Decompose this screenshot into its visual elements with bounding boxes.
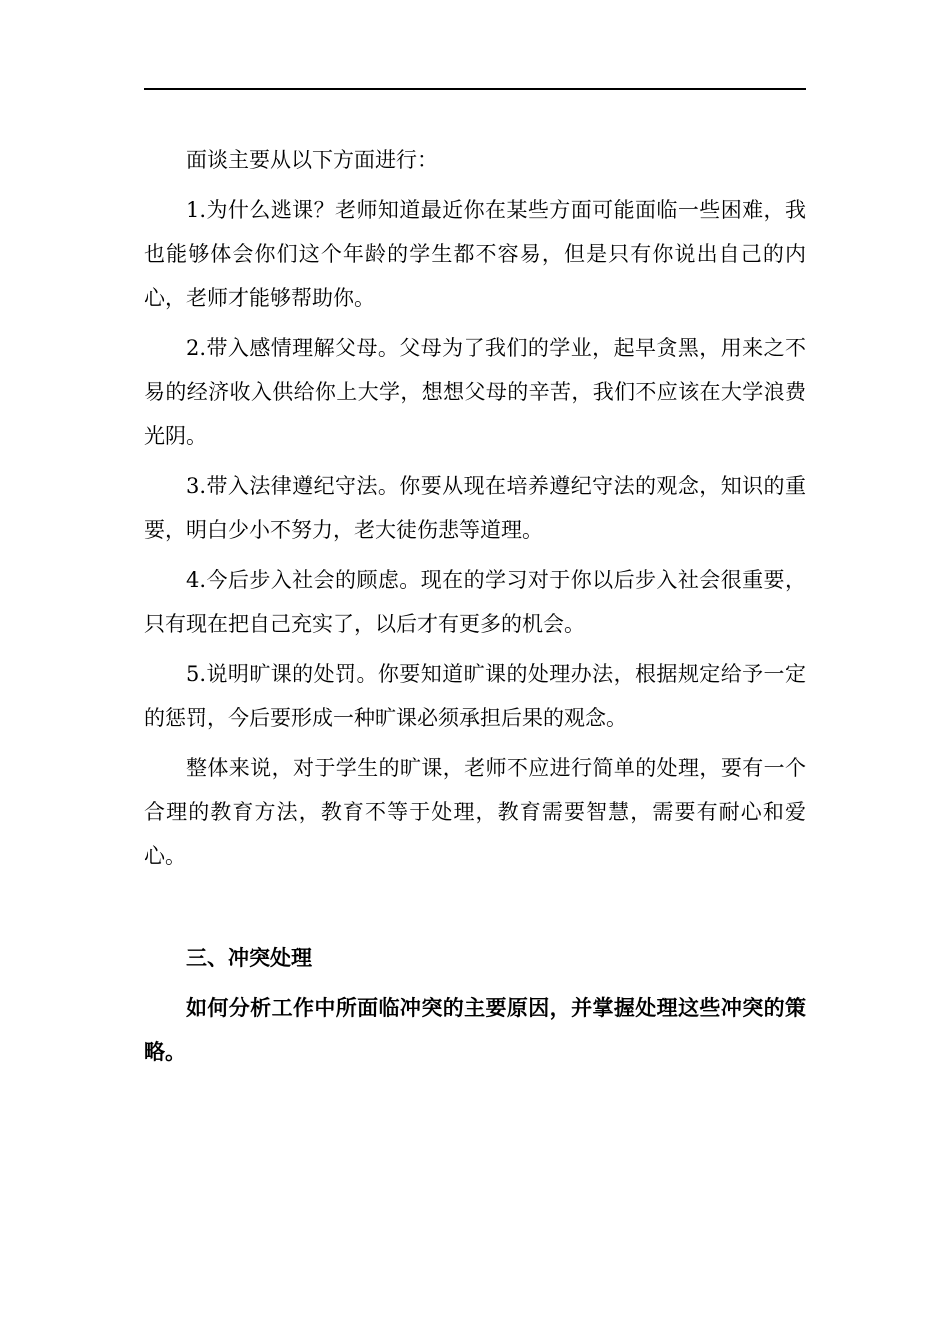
document-body bbox=[144, 138, 806, 1080]
point-1-paragraph: 1.为什么逃课？老师知道最近你在某些方面可能面临一些困难，我也能够体会你们这个年龄的学生都不容易，但是只有你说出自己的内心，老师才能够帮助你。 bbox=[144, 198, 806, 310]
intro-paragraph: 面谈主要从以下方面进行： bbox=[186, 148, 438, 172]
point-4-paragraph: 4.今后步入社会的顾虑。现在的学习对于你以后步入社会很重要，只有现在把自己充实了，以后才有更多的机会。 bbox=[144, 568, 806, 636]
section-heading: 三、冲突处理 bbox=[186, 945, 312, 970]
header-rule bbox=[144, 88, 806, 90]
summary-paragraph: 整体来说，对于学生的旷课，老师不应进行简单的处理，要有一个合理的教育方法，教育不等于处理，教育需要智慧，需要有耐心和爱心。 bbox=[144, 756, 806, 868]
point-5-paragraph: 5.说明旷课的处罚。你要知道旷课的处理办法，根据规定给予一定的惩罚，今后要形成一种旷课必须承担后果的观念。 bbox=[144, 662, 806, 730]
section-question: 如何分析工作中所面临冲突的主要原因，并掌握处理这些冲突的策略。 bbox=[144, 995, 806, 1064]
point-3-paragraph: 3.带入法律遵纪守法。你要从现在培养遵纪守法的观念，知识的重要，明白少小不努力，老大徒伤悲等道理。 bbox=[144, 474, 806, 542]
point-2-paragraph: 2.带入感情理解父母。父母为了我们的学业，起早贪黑，用来之不易的经济收入供给你上大学，想想父母的辛苦，我们不应该在大学浪费光阴。 bbox=[144, 336, 806, 448]
